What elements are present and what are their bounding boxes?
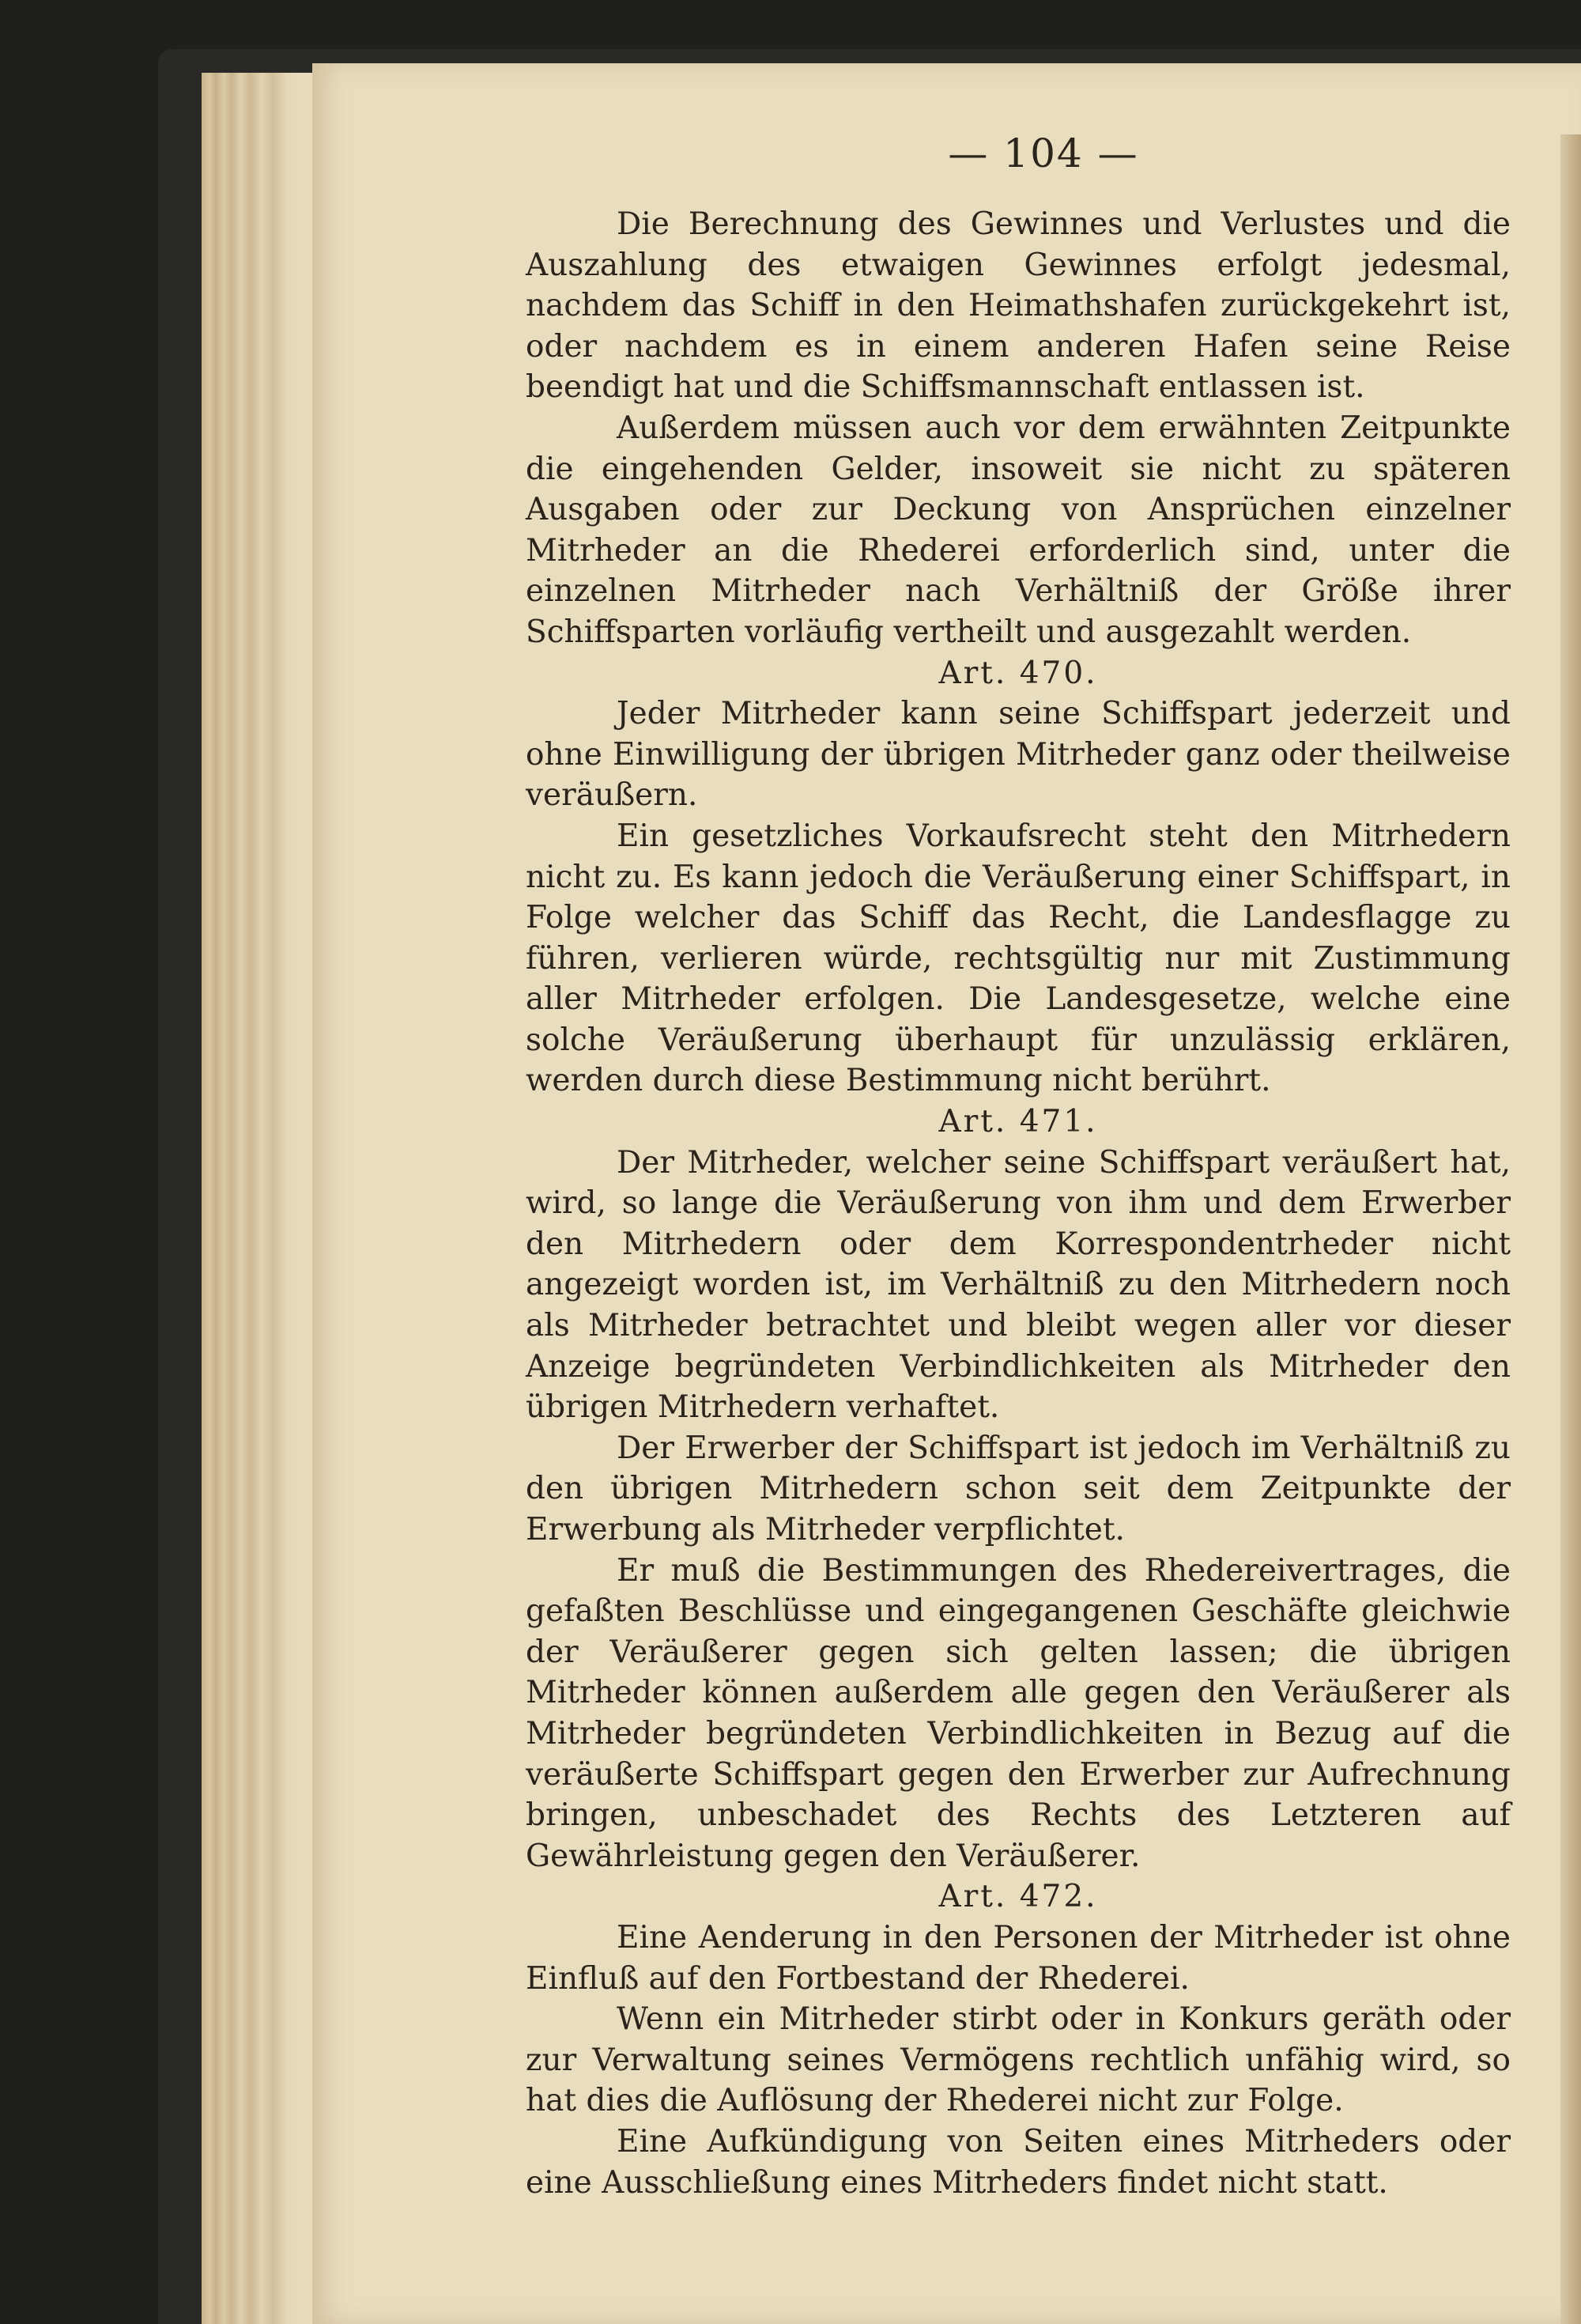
paragraph: Jeder Mitrheder kann seine Schiffspart jederzeit und ohne Einwilligung der übrigen Mitrheder ganz oder theilweise veräußern.: [526, 696, 1511, 814]
article-heading: Art. 472.: [938, 1879, 1098, 1915]
paragraph: Wenn ein Mitrheder stirbt oder in Konkurs geräth oder zur Verwaltung seines Vermögens rechtlich unfähig wird, so hat dies die Auflösung der Rhederei nicht zur Folge.: [526, 2001, 1511, 2119]
page-number: — 104 —: [948, 130, 1139, 176]
article-heading: Art. 470.: [938, 655, 1098, 691]
paragraph: Der Mitrheder, welcher seine Schiffspart veräußert hat, wird, so lange die Veräußerung von ihm und dem Erwerber den Mitrhedern oder dem Korrespondentrheder nicht angezeigt worden ist, im Verhältniß zu den Mitrhedern noch als Mitrheder betrachtet und bleibt wegen aller vor dieser Anzeige begründeten Verbindlichkeiten als Mitrheder den übrigen Mitrhedern verhaftet.: [526, 1144, 1511, 1426]
article-heading: Art. 471.: [938, 1104, 1098, 1140]
paragraph: Ein gesetzliches Vorkaufsrecht steht den Mitrhedern nicht zu. Es kann jedoch die Veräußerung einer Schiffspart, in Folge welcher das Schiff das Recht, die Landesflagge zu führen, verlieren würde, rechtsgültig nur mit Zustimmung aller Mitrheder erfolgen. Die Landesgesetze, welche eine solche Veräußerung überhaupt für unzulässig erklären, werden durch diese Bestimmung nicht berührt.: [526, 818, 1511, 1099]
page-text: [526, 204, 1511, 2203]
page-right-edge: [1560, 134, 1581, 2324]
paragraph: Eine Aenderung in den Personen der Mitrheder ist ohne Einfluß auf den Fortbestand der Rhederei.: [526, 1919, 1511, 1997]
paragraph: Die Berechnung des Gewinnes und Verlustes und die Auszahlung des etwaigen Gewinnes erfolgt jedesmal, nachdem das Schiff in den Heimathshafen zurückgekehrt ist, oder nachdem es in einem anderen Hafen seine Reise beendigt hat und die Schiffsmannschaft entlassen ist.: [526, 206, 1511, 406]
paragraph: Außerdem müssen auch vor dem erwähnten Zeitpunkte die eingehenden Gelder, insoweit sie nicht zu späteren Ausgaben oder zur Deckung von Ansprüchen einzelner Mitrheder an die Rhederei erforderlich sind, unter die einzelnen Mitrheder nach Verhältniß der Größe ihrer Schiffsparten vorläufig vertheilt und ausgezahlt werden.: [526, 410, 1511, 650]
paragraph: Der Erwerber der Schiffspart ist jedoch im Verhältniß zu den übrigen Mitrhedern schon seit dem Zeitpunkte der Erwerbung als Mitrheder verpflichtet.: [526, 1430, 1511, 1547]
paragraph: Er muß die Bestimmungen des Rhedereivertrages, die gefaßten Beschlüsse und eingegangenen Geschäfte gleichwie der Veräußerer gegen sich gelten lassen; die übrigen Mitrheder können außerdem alle gegen den Veräußerer als Mitrheder begründeten Verbindlichkeiten in Bezug auf die veräußerte Schiffspart gegen den Erwerber zur Aufrechnung bringen, unbeschadet des Rechts des Letzteren auf Gewährleistung gegen den Veräußerer.: [526, 1552, 1511, 1874]
paragraph: Eine Aufkündigung von Seiten eines Mitrheders oder eine Ausschließung eines Mitrheders findet nicht statt.: [526, 2123, 1511, 2201]
